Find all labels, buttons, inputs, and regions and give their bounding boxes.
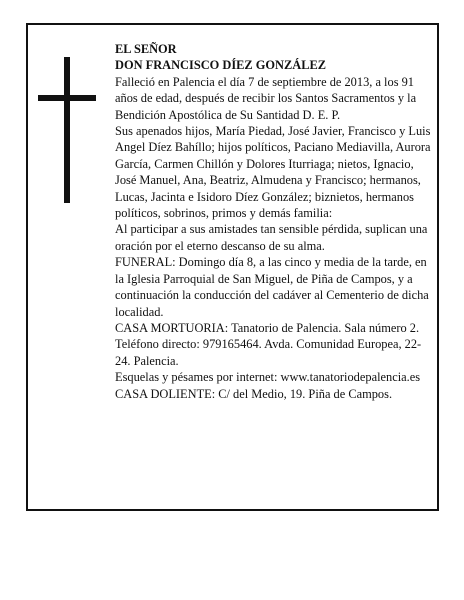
cross-horizontal-bar bbox=[38, 95, 96, 101]
obituary-notice bbox=[26, 23, 439, 511]
family-home-address: CASA DOLIENTE: C/ del Medio, 19. Piña de Campos. bbox=[115, 386, 393, 401]
death-announcement: Falleció en Palencia el día 7 de septiembre de 2013, a los 91 años de edad, después de recibir los Santos Sacramentos y la Bendición Apostólica de Su Santidad D. E. P. bbox=[115, 74, 417, 122]
family-list: Sus apenados hijos, María Piedad, José Javier, Francisco y Luis Angel Díez Bahíllo; hijos políticos, Paciano Mediavilla, Aurora García, Carmen Chillón y Dolores Iturriaga; nietos, Ignacio, José Manuel, Ana, Beatriz, Almudena y Francisco; hermanos, Lucas, Jacinta e Isidoro Díez González; biznietos, hermanos políticos, sobrinos, primos y demás familia: bbox=[115, 124, 431, 221]
obituary-title: EL SEÑOR bbox=[115, 42, 177, 56]
online-condolences: Esquelas y pésames por internet: www.tanatoriodepalencia.es bbox=[115, 370, 421, 385]
funeral-details: FUNERAL: Domingo día 8, a las cinco y media de la tarde, en la Iglesia Parroquial de San Miguel, de Piña de Campos, y a continuación la conducción del cadáver al Cementerio de dicha localidad. bbox=[115, 255, 429, 319]
obituary-text bbox=[115, 41, 435, 402]
deceased-name: DON FRANCISCO DÍEZ GONZÁLEZ bbox=[115, 58, 327, 73]
cross-icon bbox=[38, 57, 96, 203]
mortuary-details: CASA MORTUORIA: Tanatorio de Palencia. Sala número 2. Teléfono directo: 979165464. Avda. Comunidad Europea, 22-24. Palencia. bbox=[115, 320, 422, 368]
prayer-request: Al participar a sus amistades tan sensible pérdida, suplican una oración por el eterno descanso de su alma. bbox=[115, 222, 428, 253]
cross-vertical-bar bbox=[64, 57, 70, 203]
